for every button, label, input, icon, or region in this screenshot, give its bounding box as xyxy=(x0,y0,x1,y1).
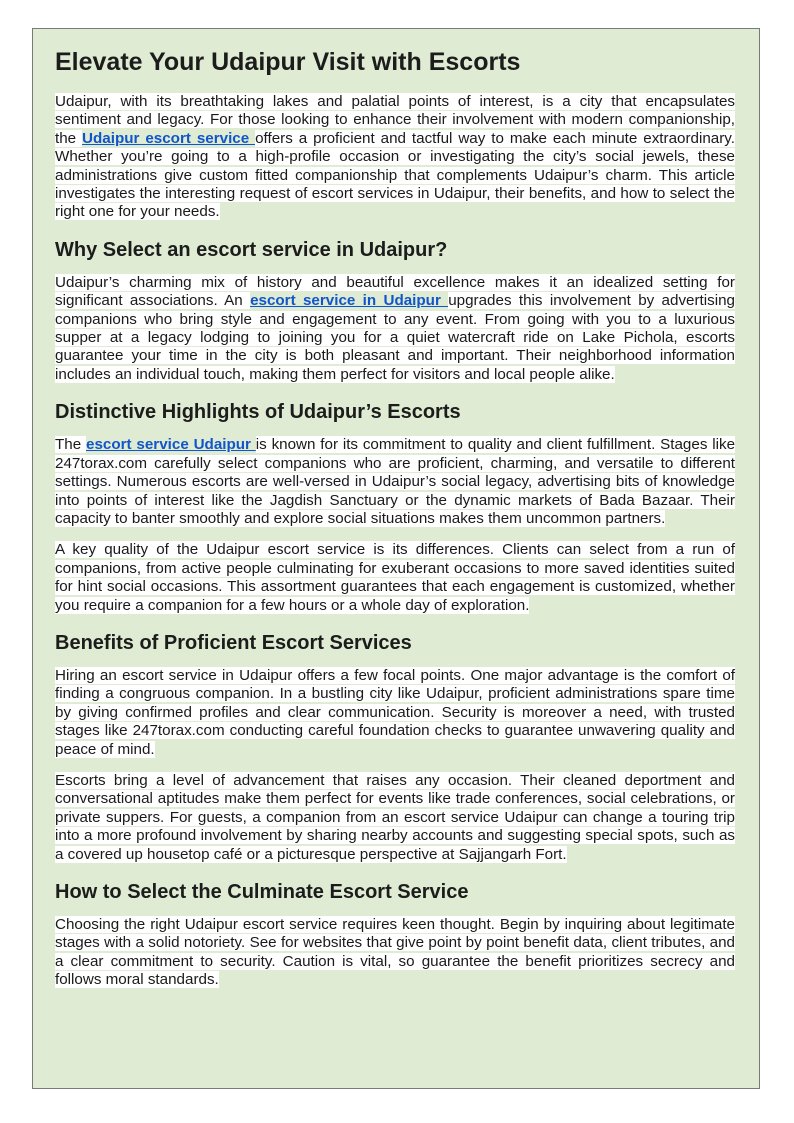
article-content xyxy=(55,43,735,1003)
article-title: Elevate Your Udaipur Visit with Escorts xyxy=(55,48,521,76)
benefits-paragraph-1: Hiring an escort service in Udaipur offers a few focal points. One major advantage is the comfort of finding a congruous companion. In a bustling city like Udaipur, proficient administrations spare time by giving confirmed profiles and clear communication. Security is moreover a need, with trusted stages like 247torax.com conducting careful foundation checks to guarantee unwavering quality and peace of mind. xyxy=(55,666,735,758)
section-heading-benefits: Benefits of Proficient Escort Services xyxy=(55,631,412,654)
udaipur-escort-service-link[interactable]: Udaipur escort service xyxy=(82,129,256,147)
document-page xyxy=(32,28,760,1089)
escort-service-in-udaipur-link[interactable]: escort service in Udaipur xyxy=(250,292,449,310)
section-heading-highlights: Distinctive Highlights of Udaipur’s Escorts xyxy=(55,401,461,424)
section-heading-why-select: Why Select an escort service in Udaipur? xyxy=(55,238,448,261)
highlights-paragraph-2: A key quality of the Udaipur escort service is its differences. Clients can select from a run of companions, from active people culminating for exuberant occasions to more saved identities suited for hint social occasions. This assortment guarantees that each engagement is customized, whether you require a companion for a few hours or a whole day of exploration. xyxy=(55,541,735,614)
section-heading-how-to-select: How to Select the Culminate Escort Service xyxy=(55,881,469,903)
benefits-paragraph-2: Escorts bring a level of advancement that raises any occasion. Their cleaned deportment and conversational aptitudes make them perfect for events like trade conferences, social celebrations, or private suppers. For guests, a companion from an escort service Udaipur can change a touring trip into a more profound involvement by sharing nearby accounts and suggesting special spots, such as a covered up housetop café or a picturesque perspective at Sajjangarh Fort. xyxy=(55,771,735,863)
why-select-paragraph: Udaipur’s charming mix of history and beautiful excellence makes it an idealized setting for significant associations. An escort service in Udaipur upgrades this involvement by advertising companions who bring style and engagement to any event. From going with you to a luxurious supper at a legacy lodging to joining you for a quiet watercraft ride on Lake Pichola, escorts guarantee your time in the city is both pleasant and important. Their neighborhood information includes an individual touch, making them perfect for visitors and local people alike. xyxy=(55,273,736,383)
how-to-select-paragraph: Choosing the right Udaipur escort service requires keen thought. Begin by inquiring about legitimate stages with a solid notoriety. See for websites that give point by point benefit data, client tributes, and a clear commitment to security. Caution is vital, so guarantee the benefit prioritizes secrecy and follows moral standards. xyxy=(55,916,735,989)
highlights-paragraph-1: The escort service Udaipur is known for its commitment to quality and client fulfillment. Stages like 247torax.com carefully select companions who are proficient, charming, and versatile to different settings. Numerous escorts are well-versed in Udaipur’s social legacy, advertising bits of knowledge into points of interest like the Jagdish Sanctuary or the dynamic markets of Bada Bazaar. Their capacity to banter smoothly and explore social situations makes them uncommon partners. xyxy=(55,436,736,527)
intro-paragraph: Udaipur, with its breathtaking lakes and palatial points of interest, is a city that encapsulates sentiment and legacy. For those looking to enhance their involvement with modern companionship, the Udaipur escort service offers a proficient and tactful way to make each minute extraordinary. Whether you’re going to a high-profile occasion or investigating the city’s social jewels, these administrations give custom fitted companionship that complements Udaipur’s charm. This article investigates the interesting request of escort services in Udaipur, their benefits, and how to select the right one for your needs. xyxy=(55,93,735,221)
escort-service-udaipur-link[interactable]: escort service Udaipur xyxy=(86,436,256,454)
